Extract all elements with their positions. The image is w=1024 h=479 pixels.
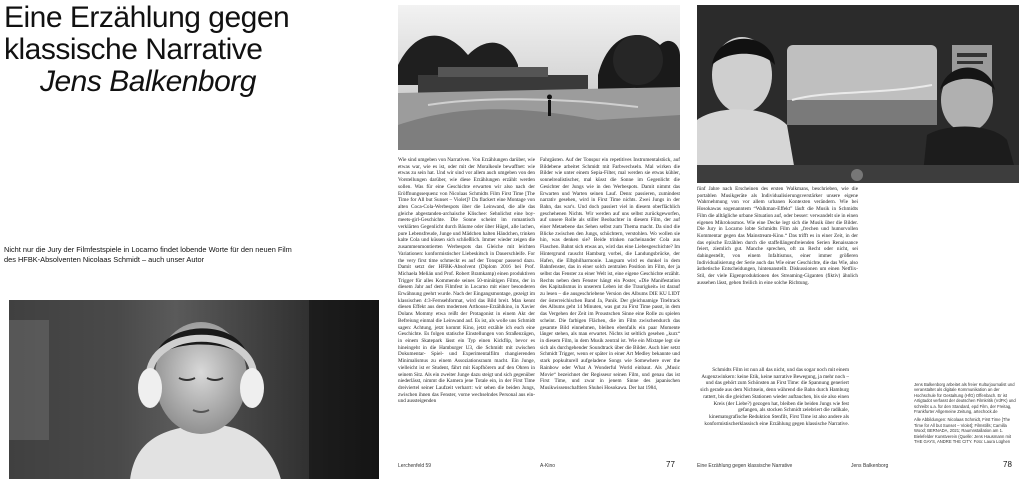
author-bio: Jens Balkenborg arbeitet als freier Kulturjournalist und veranstaltet als digitale Kommunikation an der Hochschule für Gestaltung (HfG) Offenbach. Er ist Artigtadot verfasst der deutschen Filmkritik (VdFK) und schreibt u.a. für den Standard, epd Film, der Freitag, Frankfurter Allgemeine Zeitung, artechock.de bbox=[914, 382, 1016, 415]
headline-line-2: klassische Narrative bbox=[4, 33, 263, 66]
headline-line-1: Eine Erzählung gegen bbox=[4, 1, 290, 34]
article-headline bbox=[4, 2, 384, 98]
article-lead: Nicht nur die Jury der Filmfestspiele in Locarno findet lobende Worte für den neuen Film des HFBK-Absolventen Nicolaas Schmidt – auch unser Autor bbox=[4, 245, 292, 264]
headline-author: Jens Balkenborg bbox=[40, 65, 256, 98]
photo-boys-in-train bbox=[697, 5, 1019, 183]
left-page bbox=[0, 0, 385, 479]
body-paragraph: fünf Jahre nach Erscheinen des ersten Walkmans, beschrieben, wie die portablen Musikgeräte als Individualisierungsverstärker unsere eigene Wahrnehmung von vor allem urbanen Kontexten verändern. Wie bei Hosokawas sogenanntem “Walkman-Effekt” läuft die Musik in Schmidts Film die alltägliche urbane Situation auf, oder besser: verwandelt sie in einen eigenen Mikrokosmos. Wie eine Decke legt sich die Musik über die Bilder. Die Jury in Locarno lobte Schmidts Film als „frechen und humorvollen Kommentar gegen das Mainstream-Kino.“ Das trifft es in einer Zeit, in der das epische Erzählen durch die staffellängenfreienden Serien Renaissance feiert, ziemlich gut. Manche sprechen, oft zu Recht oder nicht, sei dahingestellt, von einem Infaltismus, einer immer größeren Individualisierung der Serie auch das Wie einer Geschichte, die das Wie, also ästhetische Entscheidungen, hintenanstellt. Diskussionen um einen Netflix-Stil, der viele Eigenproduktionen des Streaming-Giganten (fiktiv) ähnlich aussehen lässt, gehen freilich in eine solche Richtung. bbox=[697, 186, 858, 286]
page-number-77: 77 bbox=[666, 460, 675, 469]
footer-article-title: Eine Erzählung gegen klassische Narrative bbox=[697, 463, 793, 469]
right-page bbox=[693, 0, 1024, 479]
middle-page bbox=[390, 0, 688, 479]
body-paragraph: Wie sind umgeben von Narrativen. Von Erzählungen darüber, wie etwas war, wie es ist, oder mit der Moralkeule bewaffnet: wie etwas zu sein hat. Und wir sind vor allem auch umgeben von den Vorstellungen darüber, wie diese Erzählungen erzählt werden sollen. Was für eine Geschichte erwarten wir also nach der Eröffnungssequenz von Nicolaas Schmidts Film First Time [The Time for All but Sunset – Violet]? Da flackert eine Montage von alten Coca-Cola-Werbespots über die Leinwand, die alle das gleiche abgestanden-archaische Klischee: Sehnlichst eine boy-meets-girl-Geschichte. Die Sonne scheint im romantisch verklärten Gegenlicht durch Bäume oder über Hügel, alle lachen, pure Lebensfreude, Junge und Mädchen halten Händchen, trinken kalte Cola und küssen sich schließlich. Immer wieder zeigen die zusammenmontierten Werbespots das Gleiche mit leichten Variationen: konformistischer Liebeskitsch in Dauerschleife. For the very first time schmeckt es auf der Tonspur passend dazu. Damit setzt der HFBK-Absolvent (Diplom 2016 bei Prof. Michaela Melián und Prof. Robert Bramkamp) einen produktiven Trigger für alles Kommende seines 50-minütigen Films, der in diesem Jahr auf dem Filmfest in Locarno mit einer besonderen Erwähnung geehrt wurde. Nach der Eingangsmontage, gezeigt im klassischen 4:3-Fernsehformat, wird das Bild breit. Man kennt diesen Effekt aus dem modernen Arthouse-Erzählkino, in Xavier Dolans Mommy etwa reißt der Protagonist in einem Akt der Befreiung einmal die Leinwand auf. Es ist, als wolle uns Schmidt sagen: Achtung, jetzt kommt Kino, jetzt erzähle ich euch eine Geschichte. Es folgen statische Einstellungen von Straßenzügen, in einem Skatepark lässt ein Typ einen Kickflip, bevor es hineingeht in die Hamburger U3, die Schmidt mit zwischen Dokumentar- Spiel- und Experimentalfilm changierenden Minimalismus zu einem Assoziationsraum macht. Ein Junge, vielleicht ist er Student, fährt mit Kopfhörern auf den Ohren in seinem Sitz. Als ein zweiter Junge dazu steigt und sich gegenüber niederlässt, nimmt die Kamera jene Totale ein, in der First Time dreiviertel seiner Laufzeit verharrt: wir sehen die beiden Jungs, zwischen ihnen das Fenster, vorne wechselndes Personal aus ein- und aussteigenden bbox=[398, 157, 535, 405]
footer-author: Jens Balkenborg bbox=[851, 463, 889, 469]
body-column-3-continued bbox=[699, 367, 849, 428]
photo-boy-with-headphones bbox=[9, 300, 379, 479]
image-credits: Alle Abbildungen: Nicolaas Schmidt, First Time [The Time for All but Sunset – Violet]; Filmstills; Camilla Wood; BERNADA, 2021; Raumnstallation am 1. Bielefelder Kunstverein (Quelle: Jens Hausmann mit THE GAYS, ANDRE THE CITY. Foto: Laura Lüghen bbox=[914, 417, 1012, 445]
body-column-3 bbox=[697, 186, 858, 288]
footer-publication-label: Lerchenfeld 59 bbox=[398, 463, 432, 469]
footer-section-label: A-Kino bbox=[540, 463, 556, 469]
body-paragraph: Schmidts Film ist nun all das nicht, und das sogar noch mit einem Augenzwinkern: keine Etik, keine narrative Bewegung, ja mehr noch – und das gehört zum Schönsten an First Time: die Spannung generiert sich gerade aus dem Nichtsein, denn während die Bahn durch Hamburg rattert, bis die gleichen Stationen wieder auftauchen, bis sie also einen Kreis (der Liebe?) gezogen hat, bleiben die beiden Jungs wie fest gefangen, als stocken Schmidt zelebriert die radikale, kinematografische Reduktion Stenfilt, First Time ist also andere als konformistischerklassisch eine Erzählung gegen klassische Narrative. bbox=[700, 367, 849, 427]
photo-skatepark bbox=[398, 5, 680, 150]
body-column-1 bbox=[398, 157, 535, 406]
page-number-78: 78 bbox=[1003, 460, 1012, 469]
body-column-2 bbox=[540, 157, 680, 393]
author-bio-caption bbox=[914, 382, 1020, 447]
body-paragraph: Fahrgästen. Auf der Tonspur ein repetitives Instrumentalstück, auf Bildebene arbeitet Schmidt mit Farbwechseln. Mal wirken die Bilder wie unter einem Sepia-Filter, mal werden sie etwas kühler, sonnelrealistischer, mal küsst die Sonne im Gegenlicht die Gesichter der Jungs wie in den Werbespots. Damit nimmt das Erwarten und Warten seinen Lauf. Denn: passieren, zumindest narrativ gesehen, wird in First Time nichts. Zwei Jungs in der Bahn, das war's. Und doch passiert viel in diesem oberflächlich geschehenen Nichts. Wir werden auf uns selbst zurückgeworfen, auf unsere Rolle als stiller Beobachter in diesem Film, der auf einer Metaebene das Sehen selbst zum Thema macht. Da sind die Blicke zwischen den Jungs, schüchtern, verstohlen. Wo wollen sie hin, was denken sie? Beide trinken nacheinander Cola aus Flaschen. Bahnt sich etwas an, wird das eine Liebesgeschichte? Im Hintergrund rauscht Hamburg vorbei, die Landungsbrücke, der Hafen, die Elbphilharmonie. Langsam wird es dunkel in dem Bahnfenster, das in einer solch zentralen Position im Film, der ja selbst das Fenster zu einer Welt ist, eine eigene Geschichte erzählt. Rechts neben dem Fenster hängt ein Poster, »Die Manifestation des Kapitalismus in unserem Leben ist die Traurigkeit« ist darauf zu lesen – die ausgeschriebene Version des Albums DIE KU LIDT der österreichischen Band Ja, Panik. Der gleichnamige Titeltrack des Albums geht 14 Minuten, was gut zu First Time passt, in dem das Vergehen der Zeit im Proustschen Sinne eine Rolle zu spielen scheint. Die farbigen Flächen, die im Film zwischendurch das gesamte Bild einnehmen, bleiben ebenfalls ein paar Momente länger stehen, als man erwartet. Nichts ist seltlich gesehen „kurz“ in diesem Film, in dem Musik zentral ist. Wie ein Mixtape legt sie sich als durchgehender Soundtrack über die Bilder. Auch hier setzt Schmidt Trigger, wenn er später in einer Art Medley bekannte und stark popkulturell aufgeladene Songs wie Somewhere over the Rainbow oder What A Wonderful World einbaut. Als „Music Movie“ bezeichnet der Regisseur seinen Film, und genau das ist First Time, und zwar in jenem Sinne des japanischen Musikwissenschaftlers Shuhei Hosokawa. Der hat 1984, bbox=[540, 157, 680, 391]
